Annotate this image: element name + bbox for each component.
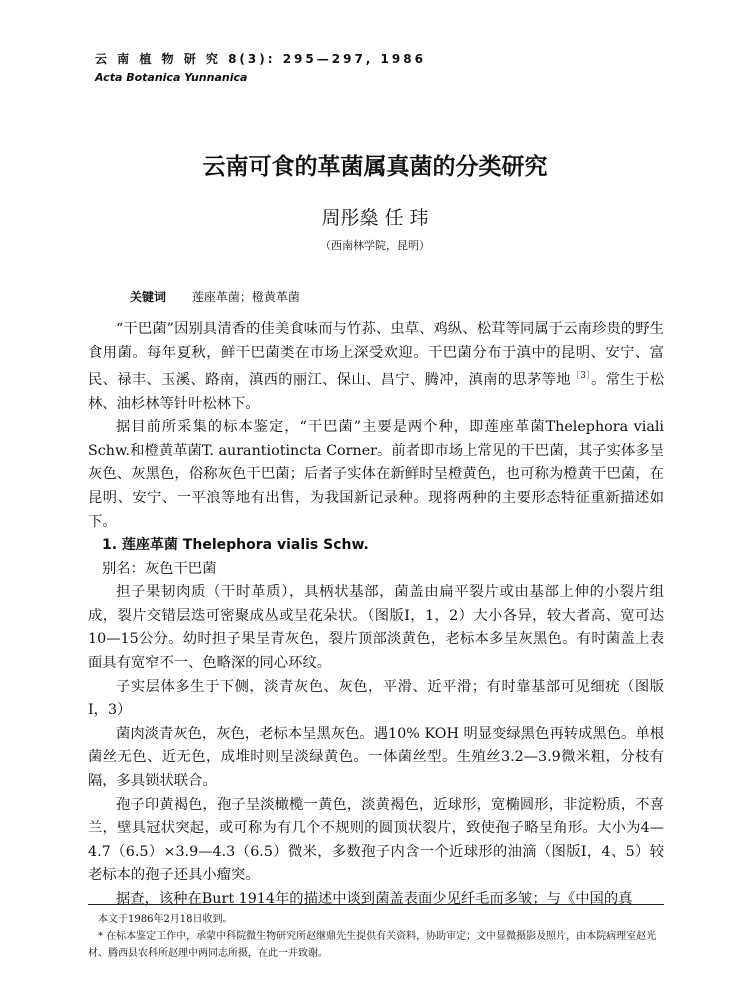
paragraph-intro xyxy=(88,318,664,416)
paragraph-notes: 据查，该种在Burt 1914年的描述中谈到菌盖表面少见纤毛而多皱；与《中国的真 xyxy=(116,891,633,908)
paragraph-spores: 孢子印黄褐色，孢子呈淡橄榄一黄色，淡黄褐色，近球形，宽椭圆形，非淀粉质，不喜兰，壁具冠状突起，或可称为有几个不规则的圆顶状裂片，致使孢子略呈角形。大小为4—4.7（6.5）×3.9—4.3（6.5）微米，多数孢子内含一个近球形的油滴（图版Ⅰ，4、5）较老标本的孢子还具小瘤突。 xyxy=(88,796,665,884)
journal-name-latin: Acta Botanica Yunnanica xyxy=(95,71,248,84)
species-alias: 别名：灰色干巴菌 xyxy=(102,560,217,577)
journal-header xyxy=(95,50,426,84)
paragraph-hymenophore: 子实层体多生于下侧，淡青灰色、灰色，平滑、近平滑；有时靠基部可见细疣（图版Ⅰ，3） xyxy=(88,678,664,719)
paragraph-intro-text: “干巴菌”因别具清香的佳美食味而与竹荪、虫草、鸡纵、松茸等同属于云南珍贵的野生食用菌。每年夏秋，鲜干巴菌类在市场上深受欢迎。干巴菌分布于滇中的昆明、安宁、富民、禄丰、玉溪、路南，滇西的丽江、保山、昌宁、腾冲，滇南的思茅等地 xyxy=(88,321,664,388)
author-affiliation: （西南林学院，昆明） xyxy=(320,239,430,252)
footnote-acknowledgement: * 在标本鉴定工作中，承蒙中科院微生物研究所赵继鼎先生提供有关资料，协助审定；文中显微摄影及照片，由本院病理室赵光材、腾西县农科所赵理中两同志所摄，在此一并致谢。 xyxy=(88,931,657,959)
keywords-value: 莲座革菌；橙黄革菌 xyxy=(191,290,300,304)
paragraph-context: 菌肉淡青灰色，灰色，老标本呈黑灰色。遇10% KOH 明显变绿黑色再转成黑色。单根菌丝无色、近无色，成堆时则呈淡绿黄色。一体菌丝型。生殖丝3.2—3.9微米粗，分枝有隔，多具锁状联合。 xyxy=(88,725,664,790)
reference-marker: 〔3〕 xyxy=(570,371,592,382)
section-heading-1: 1. 莲座革菌 Thelephora vialis Schw. xyxy=(102,537,369,554)
keywords xyxy=(130,288,300,305)
journal-citation: 云 南 植 物 研 究 8(3): 295—297, 1986 xyxy=(95,52,426,66)
paper-body xyxy=(88,318,664,912)
keywords-label: 关键词 xyxy=(130,290,167,304)
paper-authors: 周彤燊 任 玮 xyxy=(321,207,429,229)
paragraph-intro-text-end: 。常生于松林、油杉林等针叶松林下。 xyxy=(88,371,665,412)
footnotes xyxy=(88,904,664,962)
paper-title: 云南可食的革菌属真菌的分类研究 xyxy=(202,154,548,180)
paragraph-species-overview: 据目前所采集的标本鉴定，“干巴菌”主要是两个种，即莲座革菌Thelephora viali Schw.和橙黄革菌T. aurantiotincta Corner。前者即市场上常见的干巴菌，其子实体多呈灰色、灰黑色，俗称灰色干巴菌；后者子实体在新鲜时呈橙黄色，也可称为橙黄干巴菌，在昆明、安宁、一平浪等地有出售，为我国新记录种。现将两种的主要形态特征重新描述如下。 xyxy=(88,419,664,530)
paragraph-basidiocarp: 担子果韧肉质（干时革质），具柄状基部，菌盖由扁平裂片或由基部上伸的小裂片组成，裂片交错层迭可密聚成丛或呈花朵状。（图版Ⅰ，1，2）大小各异，较大者高、宽可达10—15公分。幼时担子果呈青灰色，裂片顶部淡黄色，老标本多呈灰黑色。有时菌盖上表面具有宽窄不一、色略深的同心环纹。 xyxy=(88,584,664,672)
footnote-received: 本文于1986年2月18日收到。 xyxy=(98,914,233,925)
